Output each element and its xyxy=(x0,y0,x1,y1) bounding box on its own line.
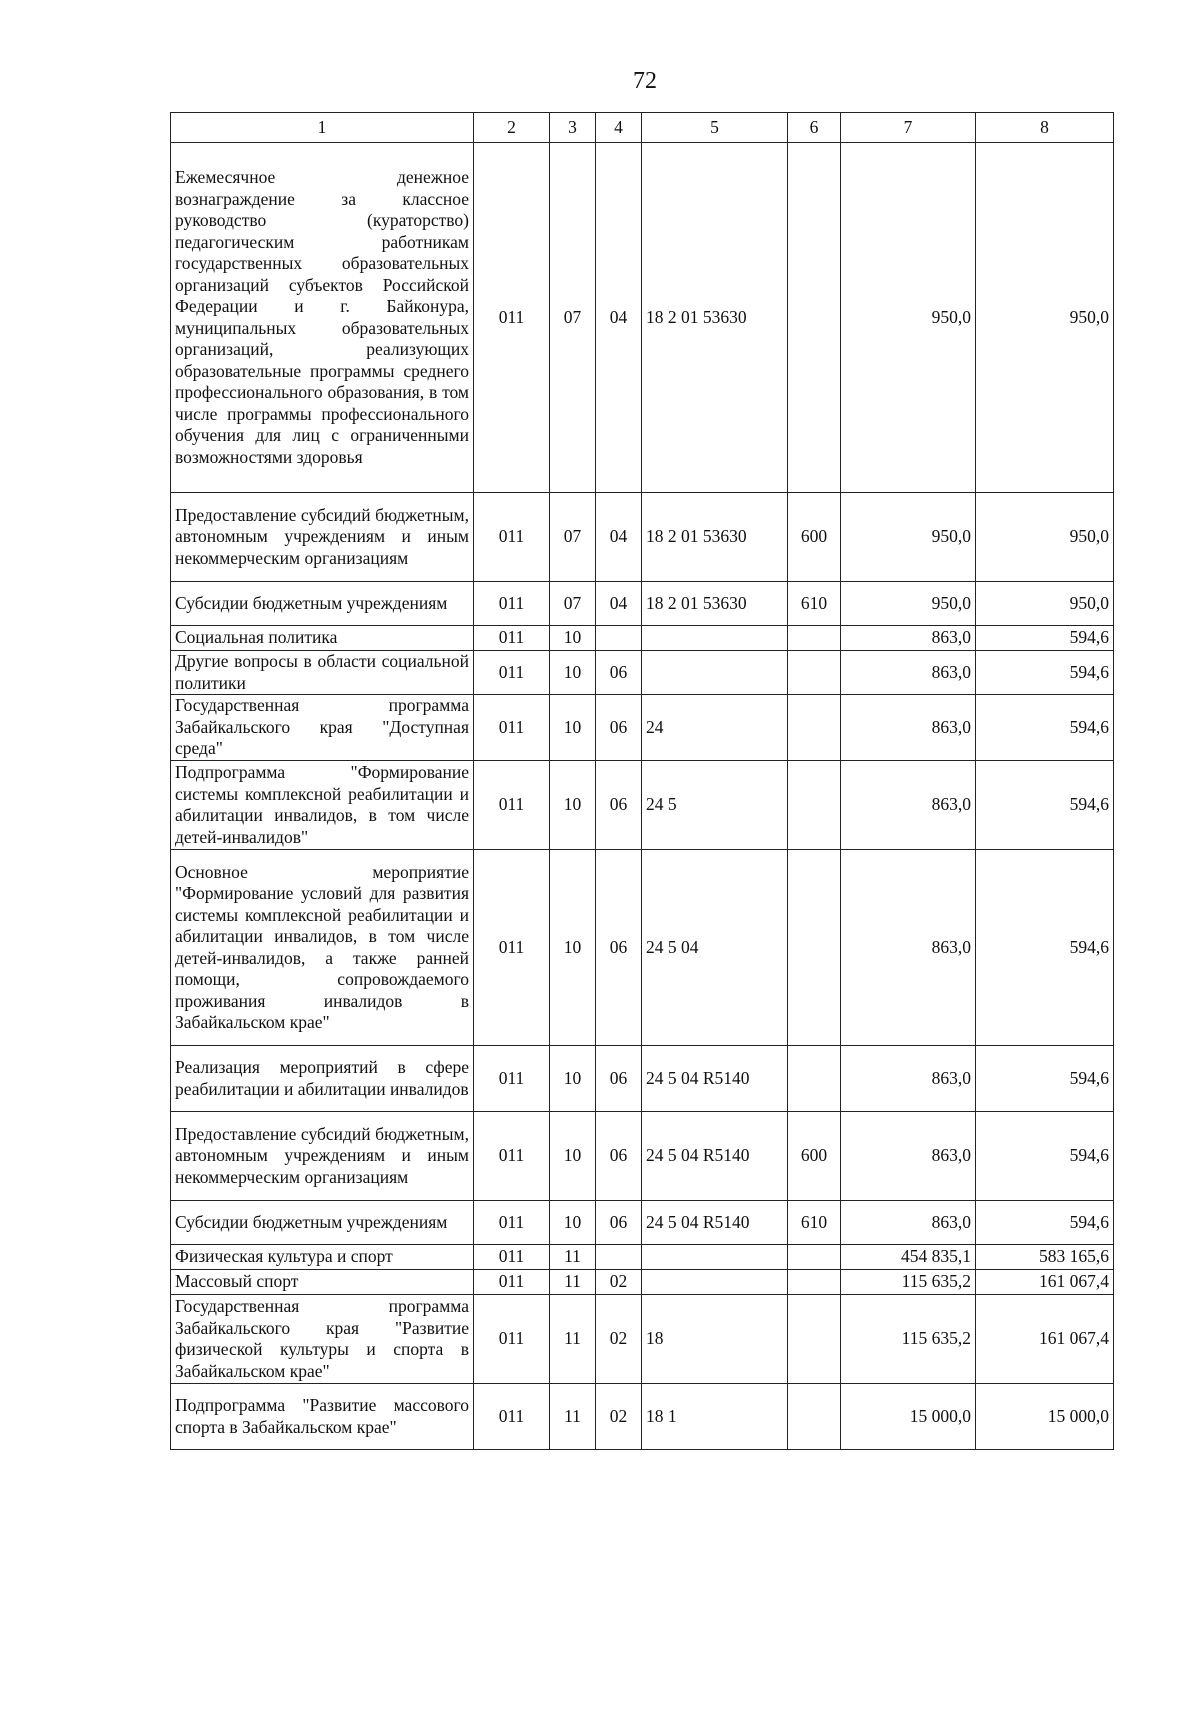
chapter-code-cell: 011 xyxy=(474,1046,550,1112)
expense-type-code-cell xyxy=(788,626,841,651)
subsection-code-cell: 06 xyxy=(596,1112,642,1201)
row-name-cell: Другие вопросы в области социальной политики xyxy=(171,651,474,695)
amount-year2-cell: 594,6 xyxy=(976,651,1114,695)
column-header: 2 xyxy=(474,113,550,143)
table-row xyxy=(171,1112,1114,1201)
column-header: 4 xyxy=(596,113,642,143)
target-item-code-cell: 24 5 04 R5140 xyxy=(642,1112,788,1201)
row-name-cell: Социальная политика xyxy=(171,626,474,651)
column-header: 8 xyxy=(976,113,1114,143)
section-code-cell: 11 xyxy=(550,1245,596,1270)
column-header: 1 xyxy=(171,113,474,143)
section-code-cell: 10 xyxy=(550,1112,596,1201)
expense-type-code-cell xyxy=(788,1046,841,1112)
column-header: 7 xyxy=(841,113,976,143)
section-code-cell: 11 xyxy=(550,1270,596,1295)
chapter-code-cell: 011 xyxy=(474,1295,550,1384)
amount-year1-cell: 863,0 xyxy=(841,695,976,761)
chapter-code-cell: 011 xyxy=(474,1201,550,1245)
section-code-cell: 10 xyxy=(550,850,596,1046)
row-name-cell: Предоставление субсидий бюджетным, автономным учреждениям и иным некоммерческим организациям xyxy=(171,1112,474,1201)
row-name-cell: Реализация мероприятий в сфере реабилитации и абилитации инвалидов xyxy=(171,1046,474,1112)
column-header: 5 xyxy=(642,113,788,143)
expense-type-code-cell xyxy=(788,695,841,761)
row-name-cell: Массовый спорт xyxy=(171,1270,474,1295)
amount-year1-cell: 950,0 xyxy=(841,143,976,493)
chapter-code-cell: 011 xyxy=(474,1112,550,1201)
section-code-cell: 10 xyxy=(550,761,596,850)
chapter-code-cell: 011 xyxy=(474,695,550,761)
amount-year1-cell: 863,0 xyxy=(841,1112,976,1201)
table-row xyxy=(171,626,1114,651)
subsection-code-cell xyxy=(596,626,642,651)
budget-table xyxy=(170,112,1114,1450)
expense-type-code-cell xyxy=(788,1245,841,1270)
amount-year1-cell: 950,0 xyxy=(841,582,976,626)
row-name-cell: Субсидии бюджетным учреждениям xyxy=(171,582,474,626)
subsection-code-cell: 06 xyxy=(596,1201,642,1245)
row-name-cell: Физическая культура и спорт xyxy=(171,1245,474,1270)
target-item-code-cell: 24 5 04 xyxy=(642,850,788,1046)
expense-type-code-cell xyxy=(788,143,841,493)
table-row xyxy=(171,761,1114,850)
table-row xyxy=(171,1201,1114,1245)
expense-type-code-cell xyxy=(788,761,841,850)
chapter-code-cell: 011 xyxy=(474,1245,550,1270)
amount-year2-cell: 15 000,0 xyxy=(976,1384,1114,1450)
row-name-cell: Субсидии бюджетным учреждениям xyxy=(171,1201,474,1245)
table-row xyxy=(171,695,1114,761)
amount-year1-cell: 115 635,2 xyxy=(841,1295,976,1384)
section-code-cell: 07 xyxy=(550,143,596,493)
section-code-cell: 07 xyxy=(550,493,596,582)
subsection-code-cell: 06 xyxy=(596,1046,642,1112)
table-row xyxy=(171,1270,1114,1295)
section-code-cell: 07 xyxy=(550,582,596,626)
row-name-cell: Подпрограмма "Формирование системы комплексной реабилитации и абилитации инвалидов, в том числе детей-инвалидов" xyxy=(171,761,474,850)
amount-year1-cell: 863,0 xyxy=(841,1046,976,1112)
subsection-code-cell xyxy=(596,1245,642,1270)
row-name-cell: Подпрограмма "Развитие массового спорта в Забайкальском крае" xyxy=(171,1384,474,1450)
amount-year2-cell: 950,0 xyxy=(976,143,1114,493)
amount-year2-cell: 594,6 xyxy=(976,626,1114,651)
expense-type-code-cell: 610 xyxy=(788,1201,841,1245)
table-row xyxy=(171,1384,1114,1450)
section-code-cell: 10 xyxy=(550,1046,596,1112)
amount-year2-cell: 583 165,6 xyxy=(976,1245,1114,1270)
subsection-code-cell: 04 xyxy=(596,143,642,493)
target-item-code-cell: 18 2 01 53630 xyxy=(642,582,788,626)
target-item-code-cell xyxy=(642,1245,788,1270)
expense-type-code-cell: 600 xyxy=(788,493,841,582)
target-item-code-cell xyxy=(642,651,788,695)
amount-year2-cell: 594,6 xyxy=(976,1112,1114,1201)
section-code-cell: 11 xyxy=(550,1384,596,1450)
header-row xyxy=(171,113,1114,143)
amount-year1-cell: 863,0 xyxy=(841,850,976,1046)
target-item-code-cell: 18 1 xyxy=(642,1384,788,1450)
table-row xyxy=(171,1046,1114,1112)
row-name-cell: Ежемесячное денежное вознаграждение за классное руководство (кураторство) педагогическим работникам государственных образовательных организаций субъектов Российской Федерации и г. Байконура, муниципальных образовательных организаций, реализующих образовательные программы среднего профессионального образования, в том числе программы профессионального обучения для лиц с ограниченными возможностями здоровья xyxy=(171,143,474,493)
column-header: 3 xyxy=(550,113,596,143)
chapter-code-cell: 011 xyxy=(474,850,550,1046)
expense-type-code-cell: 610 xyxy=(788,582,841,626)
subsection-code-cell: 06 xyxy=(596,761,642,850)
chapter-code-cell: 011 xyxy=(474,582,550,626)
amount-year2-cell: 594,6 xyxy=(976,850,1114,1046)
subsection-code-cell: 06 xyxy=(596,695,642,761)
expense-type-code-cell xyxy=(788,1295,841,1384)
chapter-code-cell: 011 xyxy=(474,761,550,850)
table-row xyxy=(171,143,1114,493)
expense-type-code-cell xyxy=(788,850,841,1046)
table-row xyxy=(171,651,1114,695)
section-code-cell: 10 xyxy=(550,626,596,651)
amount-year2-cell: 594,6 xyxy=(976,1046,1114,1112)
subsection-code-cell: 02 xyxy=(596,1270,642,1295)
amount-year1-cell: 454 835,1 xyxy=(841,1245,976,1270)
amount-year1-cell: 115 635,2 xyxy=(841,1270,976,1295)
amount-year2-cell: 950,0 xyxy=(976,493,1114,582)
amount-year1-cell: 863,0 xyxy=(841,761,976,850)
subsection-code-cell: 04 xyxy=(596,582,642,626)
amount-year2-cell: 950,0 xyxy=(976,582,1114,626)
target-item-code-cell: 24 5 xyxy=(642,761,788,850)
amount-year2-cell: 161 067,4 xyxy=(976,1270,1114,1295)
target-item-code-cell: 18 xyxy=(642,1295,788,1384)
chapter-code-cell: 011 xyxy=(474,1270,550,1295)
table-row xyxy=(171,1245,1114,1270)
subsection-code-cell: 04 xyxy=(596,493,642,582)
amount-year2-cell: 594,6 xyxy=(976,761,1114,850)
expense-type-code-cell xyxy=(788,1270,841,1295)
row-name-cell: Основное мероприятие "Формирование условий для развития системы комплексной реабилитации и абилитации инвалидов, в том числе детей-инвалидов, а также ранней помощи, сопровождаемого проживания инвалидов в Забайкальском крае" xyxy=(171,850,474,1046)
table-row xyxy=(171,1295,1114,1384)
expense-type-code-cell xyxy=(788,651,841,695)
target-item-code-cell: 24 5 04 R5140 xyxy=(642,1201,788,1245)
subsection-code-cell: 02 xyxy=(596,1295,642,1384)
row-name-cell: Предоставление субсидий бюджетным, автономным учреждениям и иным некоммерческим организациям xyxy=(171,493,474,582)
table-row xyxy=(171,850,1114,1046)
amount-year1-cell: 15 000,0 xyxy=(841,1384,976,1450)
chapter-code-cell: 011 xyxy=(474,493,550,582)
section-code-cell: 11 xyxy=(550,1295,596,1384)
chapter-code-cell: 011 xyxy=(474,626,550,651)
subsection-code-cell: 02 xyxy=(596,1384,642,1450)
section-code-cell: 10 xyxy=(550,1201,596,1245)
subsection-code-cell: 06 xyxy=(596,651,642,695)
column-header: 6 xyxy=(788,113,841,143)
section-code-cell: 10 xyxy=(550,695,596,761)
expense-type-code-cell: 600 xyxy=(788,1112,841,1201)
target-item-code-cell xyxy=(642,626,788,651)
amount-year2-cell: 594,6 xyxy=(976,1201,1114,1245)
target-item-code-cell: 24 xyxy=(642,695,788,761)
table-row xyxy=(171,582,1114,626)
table-row xyxy=(171,493,1114,582)
target-item-code-cell: 18 2 01 53630 xyxy=(642,493,788,582)
chapter-code-cell: 011 xyxy=(474,1384,550,1450)
section-code-cell: 10 xyxy=(550,651,596,695)
amount-year1-cell: 863,0 xyxy=(841,651,976,695)
target-item-code-cell xyxy=(642,1270,788,1295)
amount-year2-cell: 161 067,4 xyxy=(976,1295,1114,1384)
row-name-cell: Государственная программа Забайкальского края "Развитие физической культуры и спорта в Забайкальском крае" xyxy=(171,1295,474,1384)
page-number: 72 xyxy=(633,68,657,94)
target-item-code-cell: 18 2 01 53630 xyxy=(642,143,788,493)
row-name-cell: Государственная программа Забайкальского края "Доступная среда" xyxy=(171,695,474,761)
target-item-code-cell: 24 5 04 R5140 xyxy=(642,1046,788,1112)
amount-year1-cell: 863,0 xyxy=(841,1201,976,1245)
amount-year1-cell: 863,0 xyxy=(841,626,976,651)
chapter-code-cell: 011 xyxy=(474,651,550,695)
subsection-code-cell: 06 xyxy=(596,850,642,1046)
chapter-code-cell: 011 xyxy=(474,143,550,493)
amount-year1-cell: 950,0 xyxy=(841,493,976,582)
amount-year2-cell: 594,6 xyxy=(976,695,1114,761)
expense-type-code-cell xyxy=(788,1384,841,1450)
